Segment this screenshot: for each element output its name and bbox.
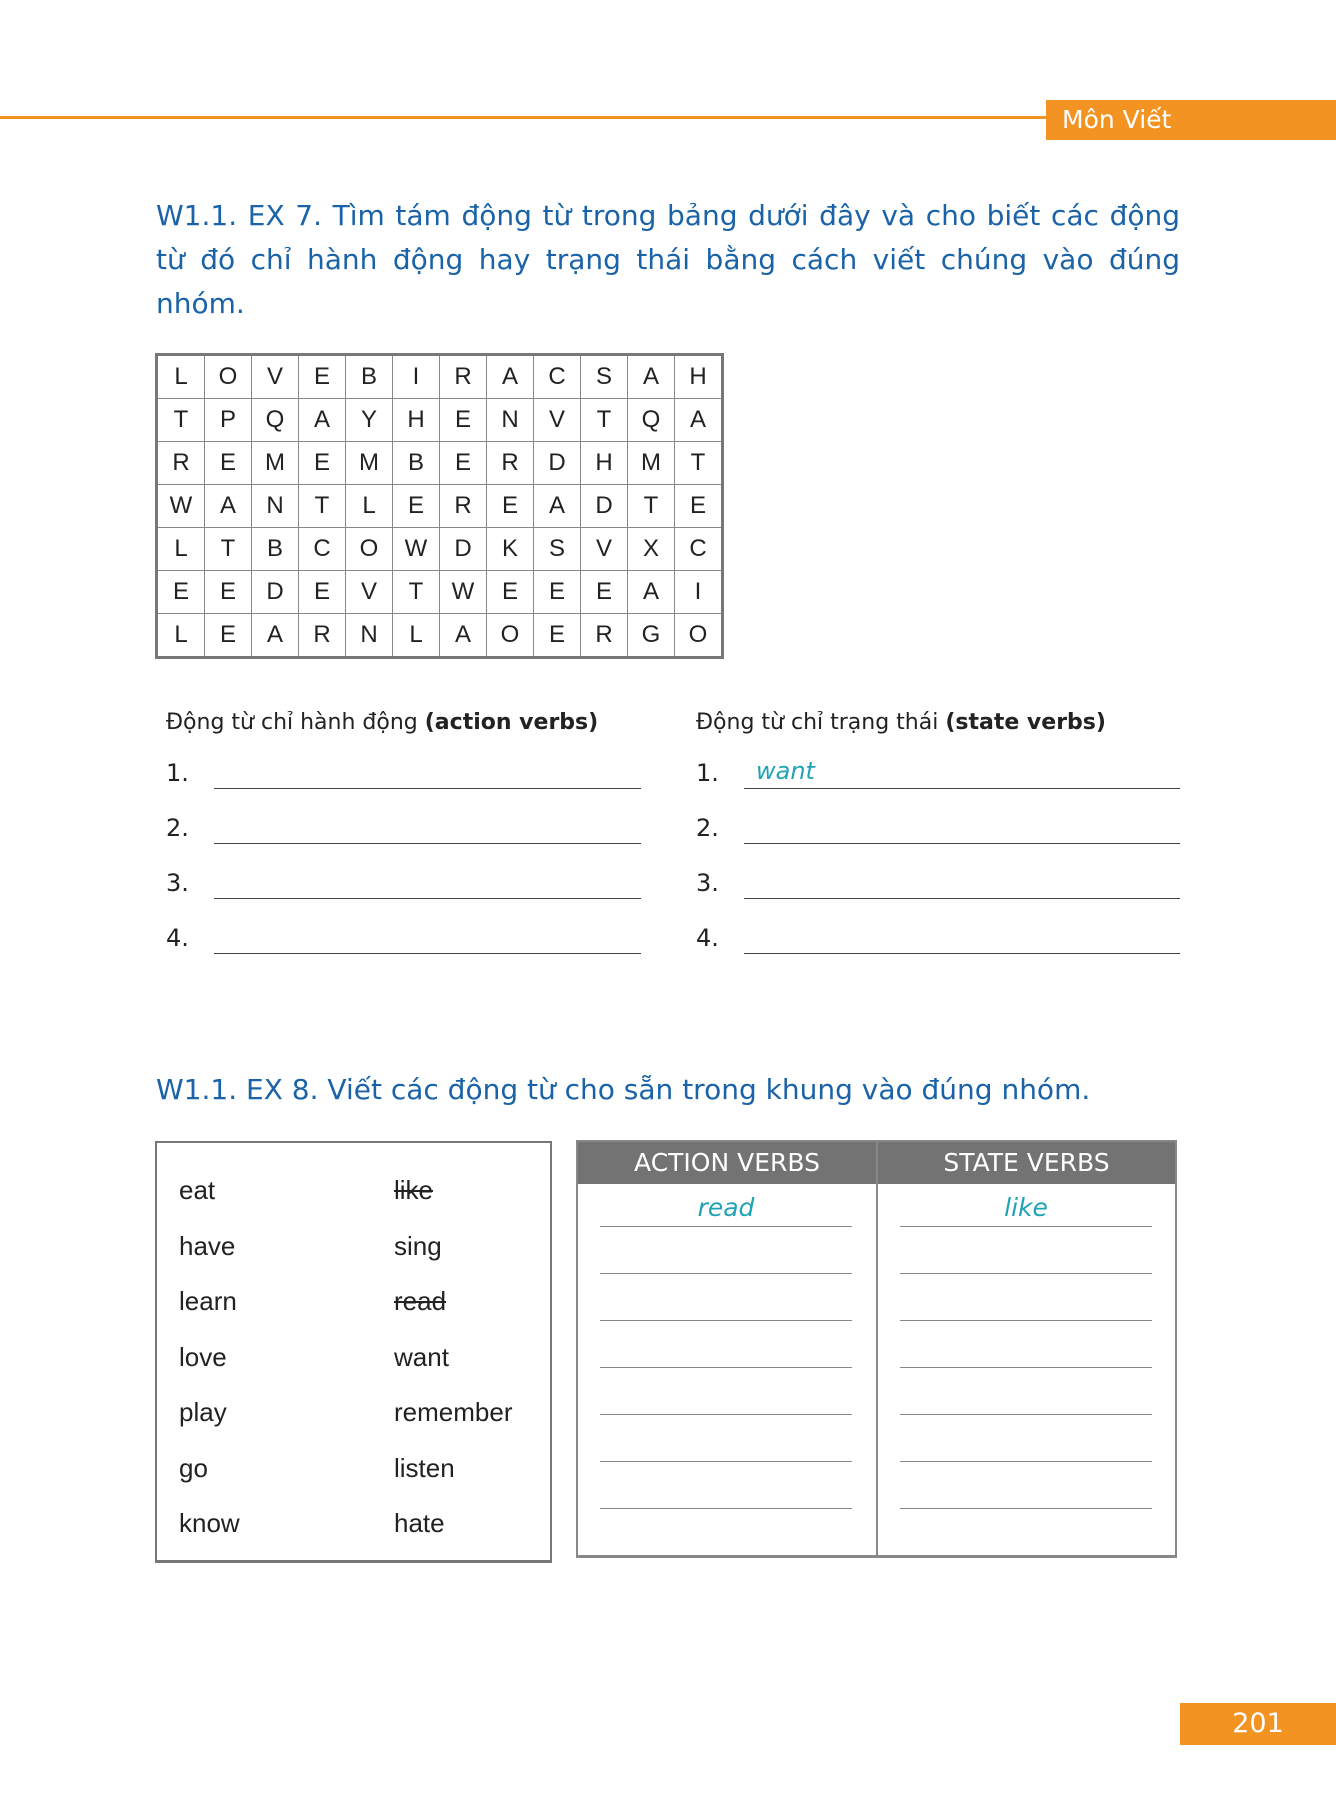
action-label-en: (action verbs) [424,710,599,735]
ex8-title: W1.1. EX 8. Viết các động từ cho sẵn trong khung vào đúng nhóm. [156,1073,1091,1106]
grid-cell: E [205,442,252,485]
state-answer-row [696,749,1180,789]
word-bank-item: remember [394,1397,513,1427]
grid-cell: T [581,399,628,442]
grid-cell: O [205,355,252,399]
verbs-table [576,1140,1177,1558]
grid-cell: M [346,442,393,485]
grid-cell: E [487,485,534,528]
word-bank-item: sing [394,1230,442,1261]
grid-cell: T [205,528,252,571]
grid-cell: A [440,614,487,658]
grid-cell: O [346,528,393,571]
grid-cell: D [581,485,628,528]
column-divider [876,1142,878,1555]
grid-cell: C [675,528,723,571]
grid-cell: A [252,614,299,658]
grid-cell: L [157,355,205,399]
grid-cell: H [393,399,440,442]
answer-blank[interactable] [900,1414,1152,1415]
grid-cell: L [157,528,205,571]
ex7-title: W1.1. EX 7. Tìm tám động từ trong bảng dưới đây và cho biết các động từ đó chỉ hành động hay trạng thái bằng cách viết chúng vào đúng nhóm. [156,199,1180,320]
grid-cell: C [534,355,581,399]
word-bank-item: know [179,1508,240,1538]
grid-cell: V [252,355,299,399]
answer-blank[interactable] [600,1367,852,1368]
header-rule [0,116,1050,119]
answer-blank[interactable] [600,1273,852,1274]
grid-cell: W [440,571,487,614]
page-number: 201 [1180,1703,1336,1745]
grid-cell: W [393,528,440,571]
word-bank-item: like [394,1175,434,1205]
grid-cell: V [534,399,581,442]
grid-cell: S [534,528,581,571]
answer-blank[interactable] [600,1320,852,1321]
grid-cell: R [581,614,628,658]
grid-row [157,571,723,614]
grid-cell: E [299,355,346,399]
grid-cell: T [157,399,205,442]
grid-row [157,399,723,442]
grid-row [157,442,723,485]
answer-blank[interactable] [600,1508,852,1509]
grid-cell: C [299,528,346,571]
answer-number: 3. [166,869,189,897]
grid-cell: B [346,355,393,399]
word-bank-item: read [394,1286,447,1316]
word-bank-item: listen [394,1452,455,1483]
word-bank-item: hate [394,1508,445,1538]
word-bank-item: go [179,1452,208,1483]
grid-cell: T [393,571,440,614]
section-tag: Môn Viết [1046,100,1336,140]
grid-cell: D [440,528,487,571]
grid-cell: G [628,614,675,658]
state-label-en: (state verbs) [945,710,1106,735]
state-label-vi: Động từ chỉ trạng thái [696,710,946,735]
action-verb-entry: read [697,1193,755,1222]
state-answer-row [696,914,1180,954]
grid-cell: O [487,614,534,658]
answer-number: 3. [696,869,719,897]
grid-cell: R [440,355,487,399]
grid-cell: E [393,485,440,528]
grid-cell: M [252,442,299,485]
grid-cell: E [534,571,581,614]
grid-cell: L [346,485,393,528]
grid-cell: E [157,571,205,614]
grid-cell: W [157,485,205,528]
answer-blank[interactable] [600,1414,852,1415]
answer-blank[interactable] [214,843,641,844]
word-bank-item: play [179,1397,227,1427]
grid-cell: Q [252,399,299,442]
grid-cell: E [440,442,487,485]
grid-cell: E [534,614,581,658]
grid-cell: A [205,485,252,528]
answer-number: 1. [166,759,189,787]
answer-blank[interactable] [744,898,1180,899]
answer-blank[interactable] [900,1273,1152,1274]
answer-number: 1. [696,759,719,787]
grid-cell: A [628,355,675,399]
grid-cell: E [205,571,252,614]
answer-number: 4. [696,924,719,952]
grid-cell: V [581,528,628,571]
grid-cell: D [534,442,581,485]
grid-cell: T [628,485,675,528]
answer-blank[interactable] [214,788,641,789]
grid-cell: L [157,614,205,658]
answer-blank[interactable] [214,953,641,954]
grid-cell: K [487,528,534,571]
word-search-grid [155,353,724,659]
grid-cell: Y [346,399,393,442]
grid-cell: T [299,485,346,528]
grid-cell: R [157,442,205,485]
grid-cell: D [252,571,299,614]
action-answer-row [166,749,641,789]
grid-cell: E [299,571,346,614]
grid-cell: L [393,614,440,658]
action-verbs-label [166,710,598,735]
grid-cell: R [487,442,534,485]
word-bank-item: learn [179,1286,237,1316]
grid-cell: X [628,528,675,571]
grid-cell: E [487,571,534,614]
grid-cell: B [252,528,299,571]
grid-cell: T [675,442,723,485]
grid-cell: M [628,442,675,485]
grid-cell: N [252,485,299,528]
state-verb-entry: like [1004,1193,1048,1222]
action-label-vi: Động từ chỉ hành động [166,710,425,735]
answer-blank[interactable] [900,1320,1152,1321]
state-verbs-label [696,710,1106,735]
answer-number: 2. [696,814,719,842]
answer-blank[interactable] [600,1226,852,1227]
grid-cell: A [534,485,581,528]
answer-blank[interactable] [900,1226,1152,1227]
answer-blank[interactable] [900,1508,1152,1509]
grid-row [157,355,723,399]
state-answer-row [696,859,1180,899]
answer-blank[interactable] [744,953,1180,954]
action-verbs-header: ACTION VERBS [578,1142,876,1184]
answer-number: 2. [166,814,189,842]
grid-row [157,614,723,658]
answer-number: 4. [166,924,189,952]
answer-blank[interactable] [900,1367,1152,1368]
grid-cell: N [487,399,534,442]
grid-cell: I [393,355,440,399]
grid-cell: A [675,399,723,442]
grid-row [157,485,723,528]
grid-cell: S [581,355,628,399]
answer-blank[interactable] [900,1461,1152,1462]
grid-cell: I [675,571,723,614]
grid-cell: E [299,442,346,485]
grid-cell: E [205,614,252,658]
action-answer-row [166,914,641,954]
state-verbs-header: STATE VERBS [878,1142,1175,1184]
word-bank-item: have [179,1230,236,1261]
word-bank-box [155,1141,552,1563]
grid-cell: R [299,614,346,658]
grid-cell: E [440,399,487,442]
grid-row [157,528,723,571]
grid-cell: N [346,614,393,658]
state-answer-row [696,804,1180,844]
grid-cell: B [393,442,440,485]
grid-cell: P [205,399,252,442]
grid-cell: R [440,485,487,528]
word-bank-item: love [179,1341,227,1372]
grid-cell: A [628,571,675,614]
answer-value: want [756,757,815,785]
action-answer-row [166,804,641,844]
grid-cell: A [487,355,534,399]
grid-cell: H [675,355,723,399]
answer-blank[interactable] [214,898,641,899]
grid-cell: E [581,571,628,614]
action-answer-row [166,859,641,899]
grid-cell: H [581,442,628,485]
word-bank-item: eat [179,1175,216,1205]
word-bank-item: want [394,1341,449,1372]
grid-cell: A [299,399,346,442]
grid-cell: E [675,485,723,528]
grid-cell: Q [628,399,675,442]
answer-blank[interactable] [744,788,1180,789]
answer-blank[interactable] [744,843,1180,844]
answer-blank[interactable] [600,1461,852,1462]
grid-cell: O [675,614,723,658]
grid-cell: V [346,571,393,614]
